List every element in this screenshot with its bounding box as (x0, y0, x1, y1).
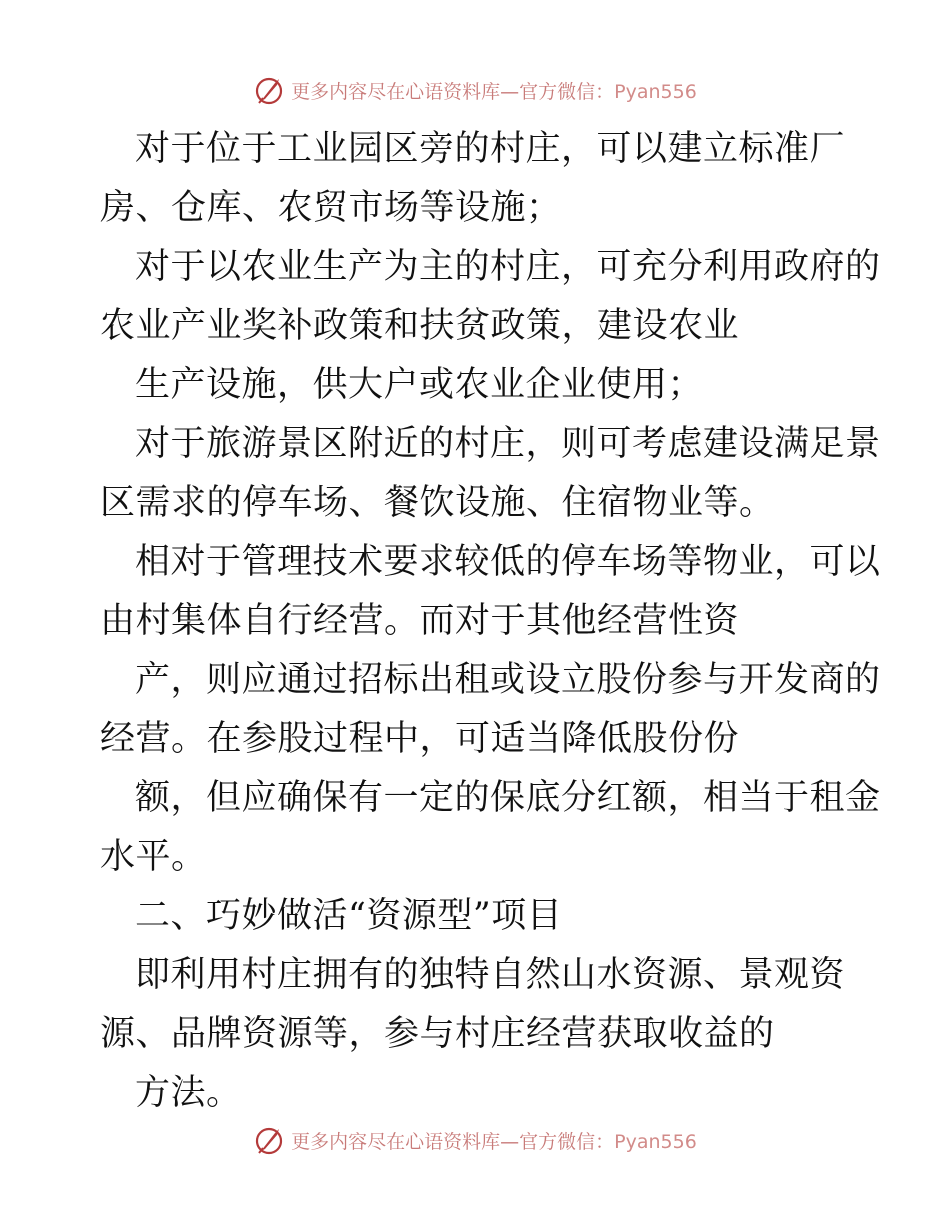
header-watermark (0, 70, 950, 110)
text-line: 对于以农业生产为主的村庄，可充分利用政府的 (135, 247, 881, 287)
text-line: 方法。 (135, 1073, 242, 1113)
text-line: 生产设施，供大户或农业企业使用； (135, 365, 704, 405)
text-line: 农业产业奖补政策和扶贫政策，建设农业 (100, 306, 740, 346)
text-line: 对于旅游景区附近的村庄，则可考虑建设满足景 (135, 424, 881, 464)
document-body (100, 120, 881, 1123)
text-line: 水平。 (100, 837, 207, 877)
watermark-text: 更多内容尽在心语资料库—官方微信：Pyan556 (291, 80, 697, 103)
footer-watermark (0, 1120, 950, 1160)
text-line: 即利用村庄拥有的独特自然山水资源、景观资 (135, 955, 846, 995)
text-line: 相对于管理技术要求较低的停车场等物业，可以 (135, 542, 881, 582)
wechat-id: Pyan556 (614, 1130, 697, 1153)
text-line: 经营。在参股过程中，可适当降低股份份 (100, 719, 740, 759)
text-line: 源、品牌资源等，参与村庄经营获取收益的 (100, 1014, 775, 1054)
quill-pen-logo-icon (253, 74, 285, 106)
section-heading: 二、巧妙做活“资源型”项目 (135, 896, 563, 936)
quill-pen-logo-icon (253, 1124, 285, 1156)
watermark-text: 更多内容尽在心语资料库—官方微信：Pyan556 (291, 1130, 697, 1153)
text-line: 额，但应确保有一定的保底分红额，相当于租金 (135, 778, 881, 818)
text-line: 房、仓库、农贸市场等设施； (100, 188, 562, 228)
text-line: 区需求的停车场、餐饮设施、住宿物业等。 (100, 483, 775, 523)
wechat-id: Pyan556 (614, 80, 697, 103)
text-line: 产，则应通过招标出租或设立股份参与开发商的 (135, 660, 881, 700)
text-line: 对于位于工业园区旁的村庄，可以建立标准厂 (135, 129, 846, 169)
text-line: 由村集体自行经营。而对于其他经营性资 (100, 601, 740, 641)
